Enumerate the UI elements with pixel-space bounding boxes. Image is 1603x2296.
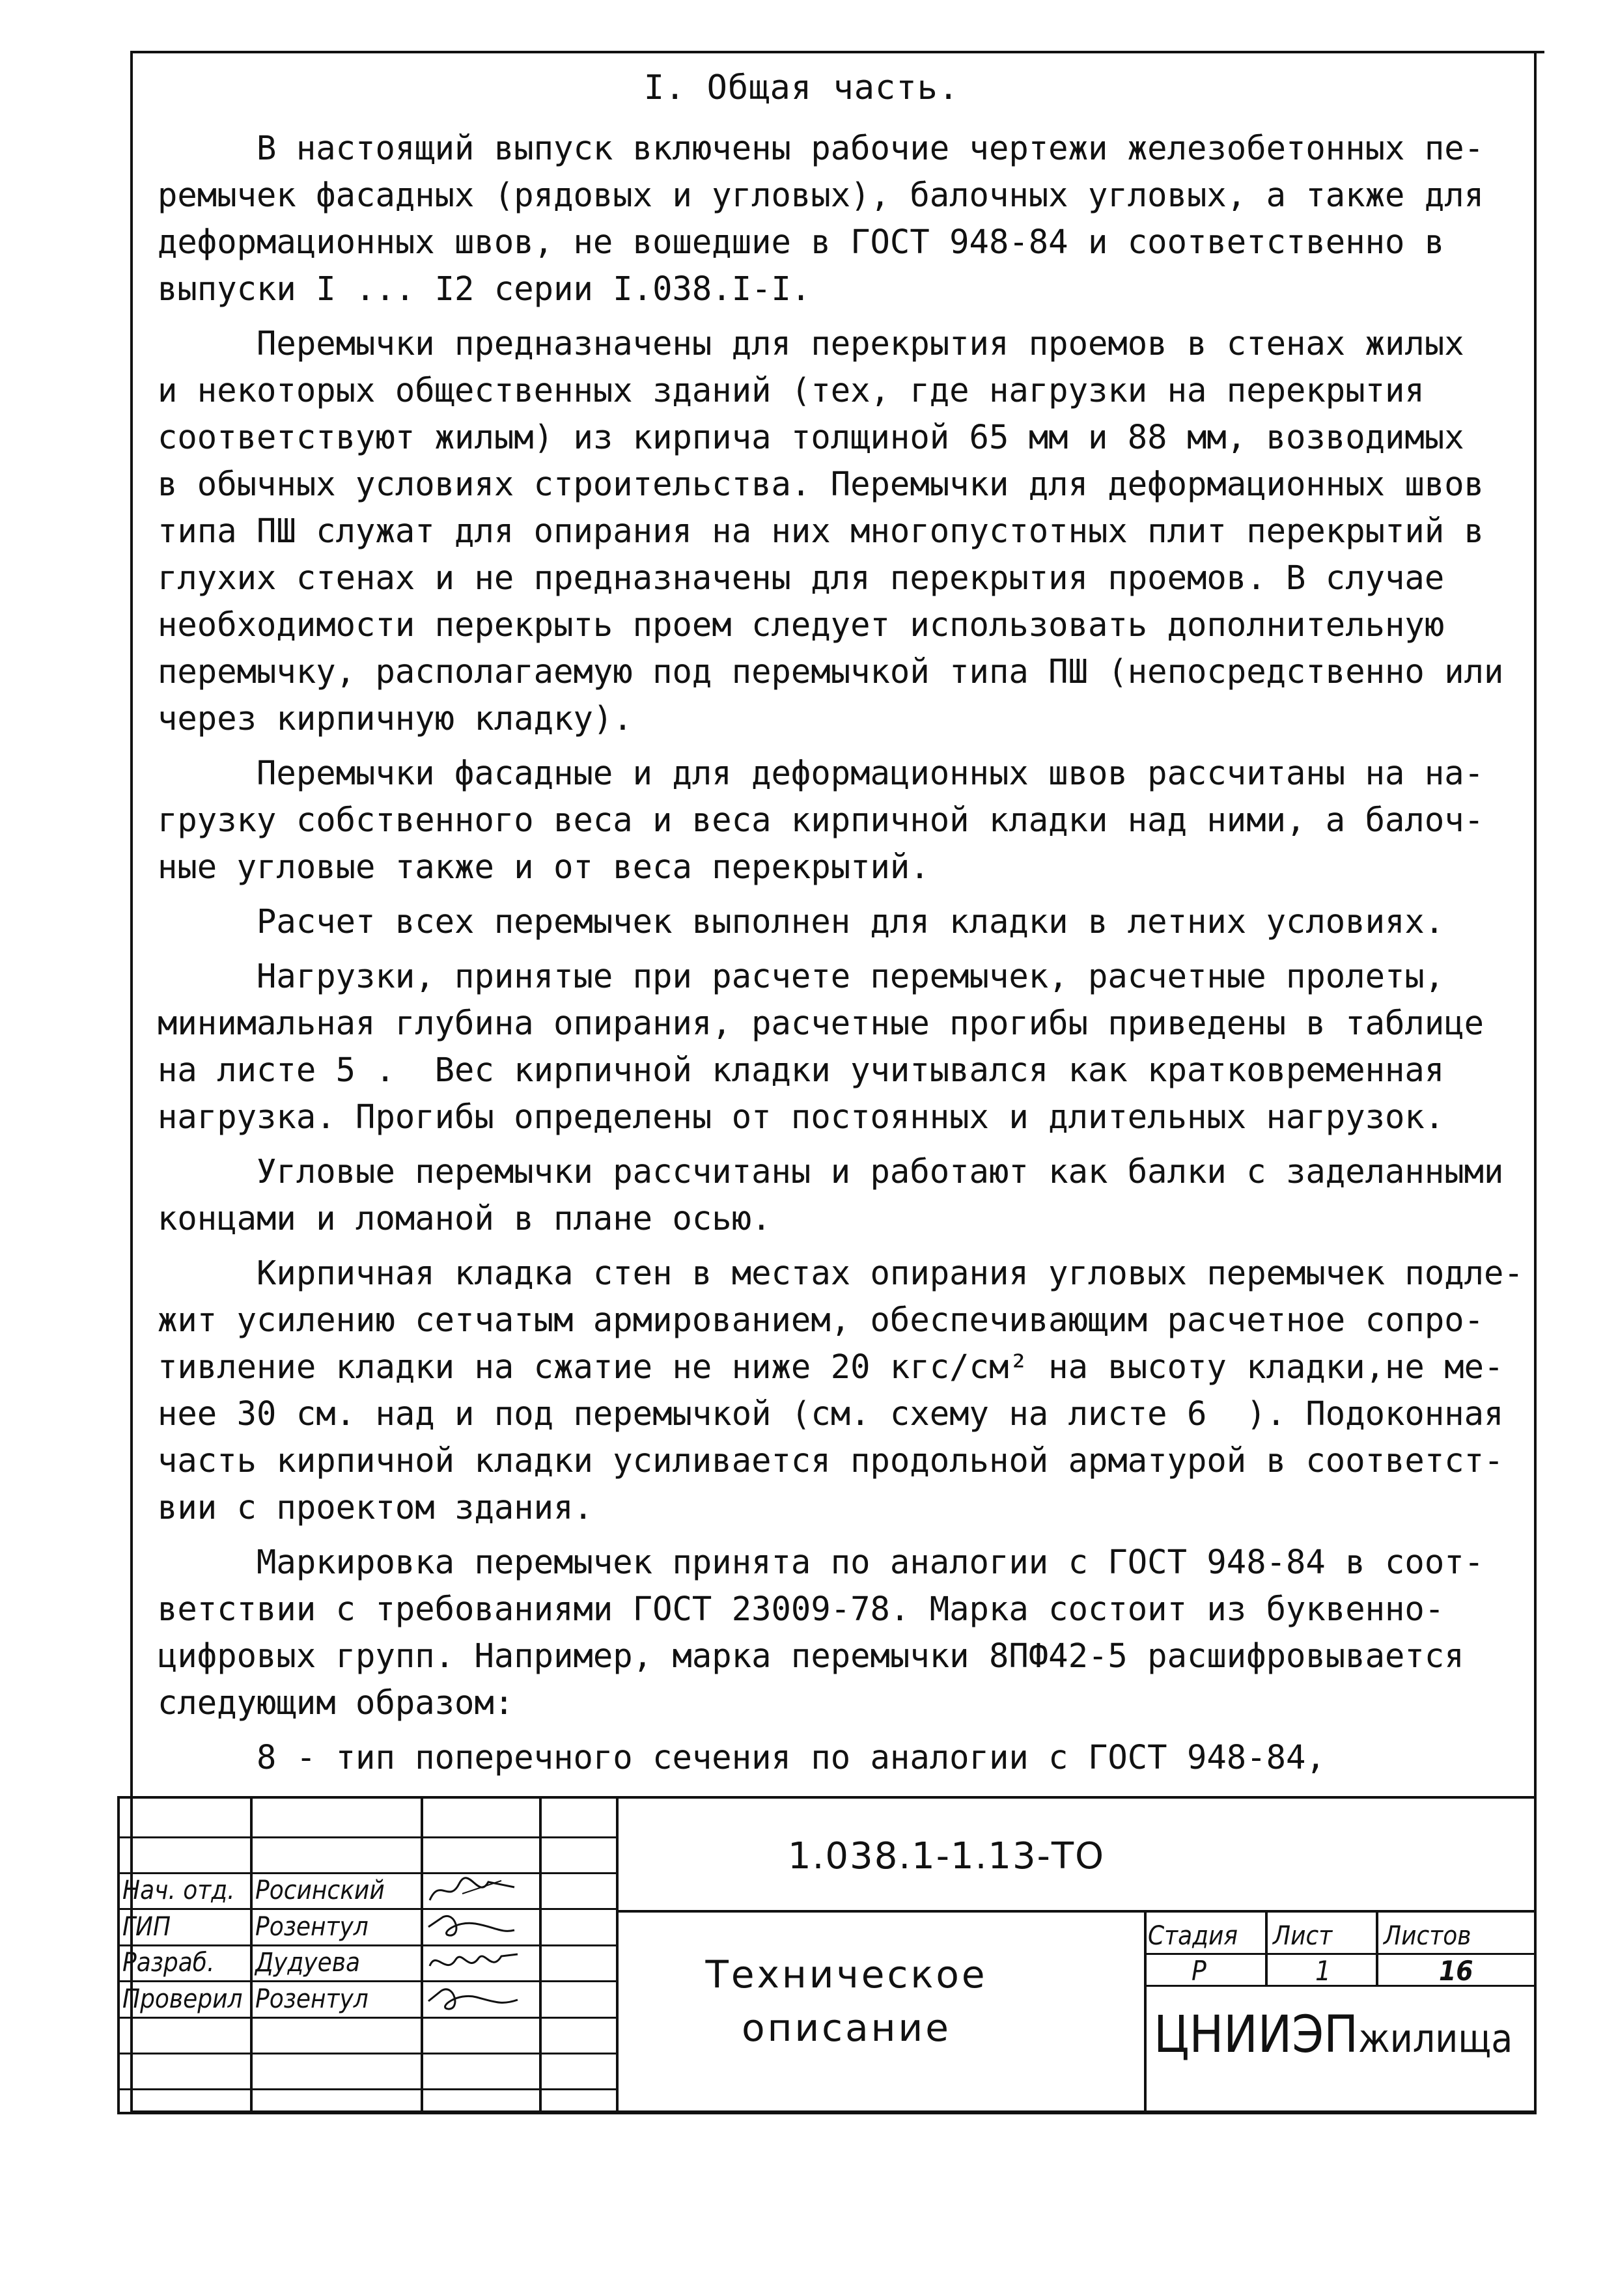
- tb-left-line: [117, 1796, 120, 2114]
- paragraph-gap: [158, 1242, 1518, 1250]
- sheets-value: 16: [1439, 1955, 1473, 1987]
- text-line: следующим образом:: [158, 1683, 514, 1722]
- text-line: жит усилению сетчатым армированием, обеспечивающим расчетное сопро-: [158, 1301, 1485, 1339]
- text-line: нагрузка. Прогибы определены от постоянных и длительных нагрузок.: [158, 1098, 1445, 1136]
- person-name: Дудуева: [255, 1948, 360, 1978]
- signature-icon: [423, 1874, 521, 1907]
- frame-corner-tick: [1537, 51, 1544, 53]
- tb-top-line: [117, 1796, 1537, 1799]
- tb-row-line: [117, 1980, 619, 1982]
- text-line: ветствии с требованиями ГОСТ 23009-78. Марка состоит из буквенно-: [158, 1590, 1445, 1628]
- tb-row-line: [117, 2053, 619, 2054]
- signature-icon: [423, 1983, 521, 2015]
- text-line: концами и ломаной в плане осью.: [158, 1199, 772, 1238]
- section-heading: I. Общая часть.: [643, 68, 960, 107]
- text-line: Перемычки предназначены для перекрытия проемов в стенах жилых: [158, 324, 1464, 363]
- text-line: Угловые перемычки рассчитаны и работают как балки с заделанными: [158, 1152, 1504, 1191]
- person-name: Росинский: [255, 1875, 385, 1905]
- organisation-name: [1154, 2006, 1512, 2064]
- text-line: через кирпичную кладку).: [158, 699, 633, 738]
- text-line: соответствуют жилым) из кирпича толщиной 65 мм и 88 мм, возводимых: [158, 418, 1464, 456]
- paragraph-gap: [158, 1726, 1518, 1734]
- tb-row-line: [117, 2088, 619, 2090]
- text-line: нее 30 см. над и под перемычкой (см. схему на листе 6 ). Подоконная: [158, 1394, 1504, 1433]
- organisation-main: ЦНИИЭП: [1154, 2006, 1359, 2064]
- tb-col-line: [250, 1796, 253, 2114]
- text-line: выпуски I ... I2 серии I.038.I-I.: [158, 270, 811, 308]
- tb-stage-col-line: [1265, 1910, 1268, 1985]
- tb-code-divider: [619, 1910, 1537, 1913]
- text-line: на листе 5 . Вес кирпичной кладки учитывался как кратковременная: [158, 1051, 1445, 1089]
- role-label: ГИП: [122, 1912, 171, 1942]
- text-line: тивление кладки на сжатие не ниже 20 кгс/см² на высоту кладки,не ме-: [158, 1348, 1504, 1386]
- paragraph-gap: [158, 1531, 1518, 1539]
- text-line: типа ПШ служат для опирания на них многопустотных плит перекрытий в: [158, 512, 1485, 550]
- tb-col-line: [539, 1796, 542, 2114]
- text-line: грузку собственного веса и веса кирпичной кладки над ними, а балоч-: [158, 801, 1485, 839]
- signature-icon: [423, 1911, 521, 1943]
- paragraph-gap: [158, 312, 1518, 320]
- document-name-line2: описание: [742, 2006, 951, 2050]
- text-line: вии с проектом здания.: [158, 1488, 593, 1527]
- text-line: 8 - тип поперечного сечения по аналогии с ГОСТ 948-84,: [158, 1738, 1326, 1777]
- text-line: глухих стенах и не предназначены для перекрытия проемов. В случае: [158, 559, 1445, 597]
- text-line: перемычку, располагаемую под перемычкой типа ПШ (непосредственно или: [158, 652, 1504, 691]
- person-name: Розентул: [255, 1984, 369, 2014]
- text-line: Перемычки фасадные и для деформационных швов рассчитаны на на-: [158, 754, 1485, 792]
- text-line: часть кирпичной кладки усиливается продольной арматурой в соответст-: [158, 1441, 1504, 1480]
- role-label: Разраб.: [122, 1948, 215, 1978]
- text-line: ные угловые также и от веса перекрытий.: [158, 848, 930, 886]
- text-line: Маркировка перемычек принята по аналогии с ГОСТ 948-84 в соот-: [158, 1543, 1485, 1581]
- tb-row-line: [117, 1944, 619, 1946]
- text-line: ремычек фасадных (рядовых и угловых), балочных угловых, а также для: [158, 176, 1485, 214]
- tb-row-line: [117, 1872, 619, 1874]
- text-line: Нагрузки, принятые при расчете перемычек, расчетные пролеты,: [158, 957, 1445, 995]
- tb-row-line: [117, 1908, 619, 1910]
- person-name: Розентул: [255, 1912, 369, 1942]
- text-line: и некоторых общественных зданий (тех, где нагрузки на перекрытия: [158, 371, 1425, 409]
- text-line: деформационных швов, не вошедшие в ГОСТ 948-84 и соответственно в: [158, 223, 1445, 261]
- tb-stage-col-line: [1144, 1910, 1147, 2114]
- tb-row-line: [117, 2017, 619, 2019]
- stage-value: Р: [1192, 1955, 1206, 1987]
- role-label: Проверил: [122, 1984, 243, 2014]
- stage-header: Стадия: [1148, 1921, 1238, 1951]
- paragraph-gap: [158, 891, 1518, 898]
- tb-bottom-line: [117, 2112, 1537, 2114]
- text-line: В настоящий выпуск включены рабочие чертежи железобетонных пе-: [158, 129, 1485, 167]
- document-code: 1.038.1-1.13-ТО: [788, 1835, 1106, 1877]
- text-line: минимальная глубина опирания, расчетные прогибы приведены в таблице: [158, 1004, 1485, 1042]
- tb-row-line: [117, 1836, 619, 1838]
- text-line: цифровых групп. Например, марка перемычки 8ПФ42-5 расшифровывается: [158, 1637, 1464, 1675]
- organisation-suffix: жилища: [1358, 2016, 1513, 2062]
- paragraph-gap: [158, 1141, 1518, 1148]
- text-line: необходимости перекрыть проем следует использовать дополнительную: [158, 605, 1445, 644]
- body-text: [158, 125, 1524, 1781]
- signature-icon: [423, 1946, 521, 1979]
- sheets-header: Листов: [1384, 1921, 1471, 1951]
- text-line: Кирпичная кладка стен в местах опирания угловых перемычек подле-: [158, 1254, 1524, 1292]
- paragraph-gap: [158, 945, 1518, 953]
- title-block: [117, 1796, 1537, 2114]
- sheet-value: 1: [1315, 1955, 1331, 1987]
- paragraph-gap: [158, 742, 1518, 750]
- text-line: в обычных условиях строительства. Перемычки для деформационных швов: [158, 465, 1485, 503]
- tb-stage-col-line: [1376, 1910, 1378, 1985]
- role-label: Нач. отд.: [122, 1875, 235, 1905]
- tb-right-line: [1534, 1796, 1537, 2114]
- text-line: Расчет всех перемычек выполнен для кладки в летних условиях.: [158, 902, 1445, 941]
- sheet-header: Лист: [1273, 1921, 1333, 1951]
- document-name-line1: Техническое: [705, 1952, 988, 1997]
- tb-col-line: [616, 1796, 619, 2114]
